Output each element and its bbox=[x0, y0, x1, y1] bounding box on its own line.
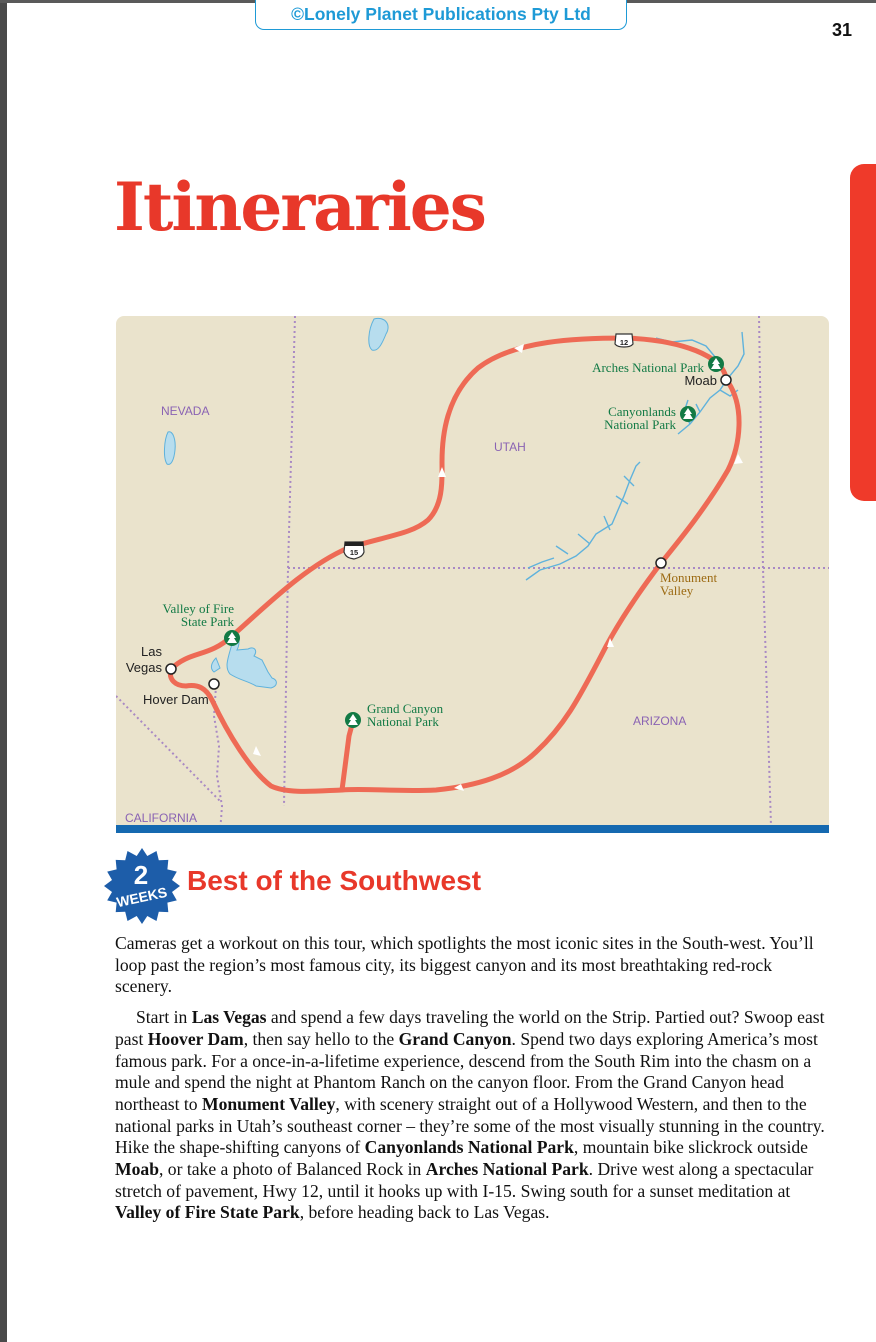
place-highlight-valley-of-fire: Valley of Fire State Park bbox=[115, 1202, 300, 1223]
page-number: 31 bbox=[831, 20, 852, 40]
itinerary-title: Best of the Southwest bbox=[187, 865, 482, 896]
las-vegas-marker bbox=[166, 664, 176, 674]
arches-label: Arches National Park bbox=[592, 360, 704, 375]
hoover-dam-label: Hover Dam bbox=[143, 692, 209, 707]
us-route-shield bbox=[615, 334, 633, 347]
hoover-dam-marker bbox=[209, 679, 219, 689]
place-highlight-grand-canyon: Grand Canyon bbox=[398, 1028, 512, 1049]
route-text: and spend a few days traveling the world on the Strip. Partied out? Swoop east past bbox=[115, 1007, 825, 1049]
intro-paragraph: Cameras get a workout on this tour, which spotlights the most iconic sites in the South-west. You’ll loop past the region’s most famous city, its biggest canyon and its most breathtaking red-rock scenery. bbox=[115, 933, 814, 997]
grand-canyon-label-line1: Grand Canyon bbox=[367, 701, 444, 716]
route-text: . Spend two days exploring America’s most famous park. For a once-in-a-lifetime experience, descend from the South Rim into the chasm on a mule and spend the night at Phantom Ranch on the canyon floor. From the Grand Canyon head northeast to bbox=[115, 1028, 818, 1114]
monument-valley-label-line1: Monument bbox=[660, 570, 718, 585]
label-california: CALIFORNIA bbox=[125, 811, 198, 825]
us-route-label: 12 bbox=[619, 338, 629, 347]
route-text: , then say hello to the bbox=[243, 1028, 399, 1049]
page-left-edge bbox=[0, 0, 7, 1342]
arches-tree-icon bbox=[708, 356, 724, 372]
place-highlight-monument-valley: Monument Valley bbox=[201, 1093, 336, 1114]
duration-badge-graphic bbox=[104, 848, 180, 924]
page-title: Itineraries bbox=[114, 168, 485, 246]
route-text: , with scenery straight out of a Hollywood Western, and then to the national parks in Utah’s southeast corner – they’re some of the most visually stunning in the country. Hike the shape-shifting canyons of bbox=[115, 1093, 825, 1158]
route-text: , mountain bike slickrock outside bbox=[573, 1137, 808, 1158]
las-vegas-label-line2: Vegas bbox=[125, 660, 162, 675]
grand-canyon-tree-icon bbox=[345, 712, 361, 728]
itinerary-body bbox=[115, 933, 831, 1233]
route-paragraph bbox=[115, 1007, 831, 1224]
route-text: , or take a photo of Balanced Rock in bbox=[158, 1159, 426, 1180]
moab-marker bbox=[721, 375, 731, 385]
valley-of-fire-label-line2: State Park bbox=[180, 614, 234, 629]
interstate-label: 15 bbox=[349, 548, 359, 557]
interstate-shield bbox=[344, 542, 364, 559]
label-utah: UTAH bbox=[494, 440, 526, 454]
label-arizona: ARIZONA bbox=[633, 714, 687, 728]
label-nevada: NEVADA bbox=[161, 404, 210, 418]
monument-valley-marker bbox=[656, 558, 666, 568]
route-text: Start in bbox=[136, 1007, 192, 1028]
place-highlight-moab: Moab bbox=[115, 1159, 159, 1180]
chapter-tab bbox=[850, 164, 876, 501]
badge-unit: WEEKS bbox=[115, 883, 169, 911]
valley-of-fire-label-line1: Valley of Fire bbox=[162, 601, 234, 616]
valley-of-fire-tree-icon bbox=[224, 630, 240, 646]
map-bottom-bar bbox=[116, 825, 829, 833]
canyonlands-label-line1: Canyonlands bbox=[608, 404, 676, 419]
route-map bbox=[116, 316, 829, 833]
place-highlight-las-vegas: Las Vegas bbox=[191, 1007, 267, 1028]
duration-badge bbox=[104, 848, 180, 924]
place-highlight-hoover-dam: Hoover Dam bbox=[147, 1028, 244, 1049]
map-land bbox=[116, 316, 829, 833]
copyright-notice: ©Lonely Planet Publications Pty Ltd bbox=[255, 0, 627, 30]
las-vegas-label-line1: Las bbox=[141, 644, 162, 659]
canyonlands-tree-icon bbox=[680, 406, 696, 422]
grand-canyon-label-line2: National Park bbox=[367, 714, 439, 729]
place-highlight-arches: Arches National Park bbox=[425, 1159, 589, 1180]
canyonlands-label-line2: National Park bbox=[604, 417, 676, 432]
monument-valley-label-line2: Valley bbox=[660, 583, 694, 598]
moab-label: Moab bbox=[684, 373, 717, 388]
route-map-canvas bbox=[116, 316, 829, 833]
route-text: , before heading back to Las Vegas. bbox=[299, 1202, 550, 1223]
place-highlight-canyonlands: Canyonlands National Park bbox=[364, 1137, 574, 1158]
route-text: . Drive west along a spectacular stretch of pavement, Hwy 12, until it hooks up with I-15. Swing south for a sunset meditation at bbox=[115, 1159, 814, 1201]
badge-number: 2 bbox=[133, 860, 149, 890]
